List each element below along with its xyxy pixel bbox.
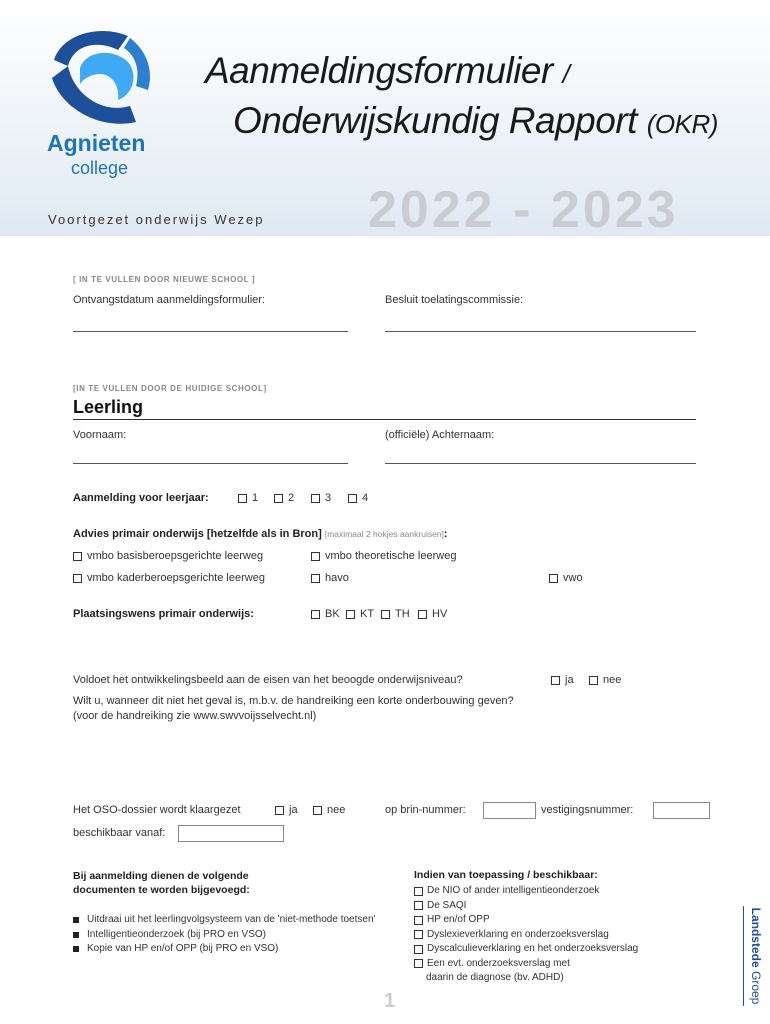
subtitle: Voortgezet onderwijs Wezep xyxy=(48,212,265,227)
checkbox[interactable] xyxy=(275,806,284,815)
oso-label: Het OSO-dossier wordt klaargezet xyxy=(73,804,241,816)
logo-name: Agnieten xyxy=(47,130,146,156)
placement-option-bk[interactable]: BK xyxy=(311,608,340,620)
list-item[interactable]: Dyslexieverklaring en onderzoeksverslag xyxy=(414,928,638,943)
checkbox[interactable] xyxy=(73,552,82,561)
student-heading: Leerling xyxy=(73,397,144,417)
checkbox[interactable] xyxy=(414,916,423,925)
checkbox[interactable] xyxy=(73,574,82,583)
decision-label: Besluit toelatingscommissie: xyxy=(385,294,524,306)
advice-option-vmbo-tl[interactable]: vmbo theoretische leerweg xyxy=(311,550,456,562)
placement-option-hv[interactable]: HV xyxy=(418,608,447,620)
checkbox[interactable] xyxy=(414,959,423,968)
checkbox[interactable] xyxy=(313,806,322,815)
development-question: Voldoet het ontwikkelingsbeeld aan de eisen van het beoogde onderwijsniveau? xyxy=(73,674,463,686)
placement-option-kt[interactable]: KT xyxy=(346,608,374,620)
checkbox[interactable] xyxy=(551,676,560,685)
advice-option-vmbo-kb[interactable]: vmbo kaderberoepsgerichte leerweg xyxy=(73,572,265,584)
school-year: 2022 - 2023 xyxy=(368,181,679,239)
page-number: 1 xyxy=(384,990,396,1012)
agnieten-logo-icon xyxy=(44,26,156,130)
checkbox[interactable] xyxy=(311,574,320,583)
checkbox[interactable] xyxy=(346,610,355,619)
brin-label: op brin-nummer: xyxy=(385,804,466,816)
oso-yes[interactable]: ja xyxy=(275,804,298,816)
branch-input[interactable] xyxy=(653,802,710,819)
list-item[interactable]: HP en/of OPP xyxy=(414,913,638,928)
placement-label: Plaatsingswens primair onderwijs: xyxy=(73,608,254,620)
year-option-3[interactable]: 3 xyxy=(311,492,331,504)
logo-sub: college xyxy=(71,158,129,178)
firstname-field[interactable] xyxy=(73,463,348,464)
firstname-label: Voornaam: xyxy=(73,429,127,441)
available-from-input[interactable] xyxy=(178,825,284,842)
advice-option-vwo[interactable]: vwo xyxy=(549,572,583,584)
landstede-logo: Landstede Groep xyxy=(743,906,768,1006)
advice-label: Advies primair onderwijs [hetzelfde als in Bron] [maximaal 2 hokjes aankruisen]: xyxy=(73,528,448,540)
checkbox[interactable] xyxy=(414,887,423,896)
lastname-field[interactable] xyxy=(385,463,696,464)
checkbox[interactable] xyxy=(381,610,390,619)
section-label-current-school: [IN TE VULLEN DOOR DE HUIDIGE SCHOOL] xyxy=(73,384,267,393)
year-option-2[interactable]: 2 xyxy=(274,492,294,504)
placement-option-th[interactable]: TH xyxy=(381,608,410,620)
checkbox[interactable] xyxy=(418,610,427,619)
checkbox[interactable] xyxy=(311,552,320,561)
checkbox[interactable] xyxy=(414,945,423,954)
year-option-1[interactable]: 1 xyxy=(238,492,258,504)
checkbox[interactable] xyxy=(549,574,558,583)
list-item: Uitdraai uit het leerlingvolgsysteem van de 'niet-methode toetsen' xyxy=(73,913,375,928)
list-item[interactable]: De NIO of ander intelligentieonderzoek xyxy=(414,884,638,899)
list-item[interactable]: Dyscalculieverklaring en het onderzoeksverslag xyxy=(414,942,638,957)
list-item[interactable]: Een evt. onderzoeksverslag met xyxy=(414,957,638,972)
title-line1: Aanmeldingsformulier / xyxy=(205,50,570,91)
year-group-label: Aanmelding voor leerjaar: xyxy=(73,492,209,504)
list-item: Kopie van HP en/of OPP (bij PRO en VSO) xyxy=(73,942,375,957)
development-followup: Wilt u, wanneer dit niet het geval is, m.b.v. de handreiking een korte onderbouwing geven? xyxy=(73,695,514,707)
checkbox[interactable] xyxy=(274,494,283,503)
section-label-new-school: [ IN TE VULLEN DOOR NIEUWE SCHOOL ] xyxy=(73,275,256,284)
decision-field[interactable] xyxy=(385,331,696,332)
title-line2: Onderwijskundig Rapport (OKR) xyxy=(233,100,718,141)
brin-input[interactable] xyxy=(483,802,536,819)
development-followup-link: (voor de handreiking zie www.swvvoijsselvecht.nl) xyxy=(73,710,317,722)
docs-left-heading: Bij aanmelding dienen de volgende documenten te worden bijgevoegd: xyxy=(73,870,250,896)
checkbox[interactable] xyxy=(348,494,357,503)
heading-rule xyxy=(73,419,696,420)
received-date-label: Ontvangstdatum aanmeldingsformulier: xyxy=(73,294,265,306)
advice-option-havo[interactable]: havo xyxy=(311,572,349,584)
branch-label: vestigingsnummer: xyxy=(541,804,634,816)
received-date-field[interactable] xyxy=(73,331,348,332)
checkbox[interactable] xyxy=(311,494,320,503)
oso-no[interactable]: nee xyxy=(313,804,345,816)
development-no[interactable]: nee xyxy=(589,674,621,686)
checkbox[interactable] xyxy=(238,494,247,503)
lastname-label: (officiële) Achternaam: xyxy=(385,429,495,441)
year-option-4[interactable]: 4 xyxy=(348,492,368,504)
checkbox[interactable] xyxy=(414,901,423,910)
checkbox[interactable] xyxy=(414,930,423,939)
checkbox[interactable] xyxy=(311,610,320,619)
checkbox[interactable] xyxy=(589,676,598,685)
docs-left-list xyxy=(73,913,375,957)
list-item[interactable]: De SAQI xyxy=(414,899,638,914)
development-yes[interactable]: ja xyxy=(551,674,574,686)
list-item-continued: daarin de diagnose (bv. ADHD) xyxy=(426,972,564,983)
docs-right-list xyxy=(414,884,638,986)
list-item: Intelligentieonderzoek (bij PRO en VSO) xyxy=(73,928,375,943)
advice-option-vmbo-bb[interactable]: vmbo basisberoepsgerichte leerweg xyxy=(73,550,263,562)
available-from-label: beschikbaar vanaf: xyxy=(73,827,166,839)
docs-right-heading: Indien van toepassing / beschikbaar: xyxy=(414,869,598,881)
